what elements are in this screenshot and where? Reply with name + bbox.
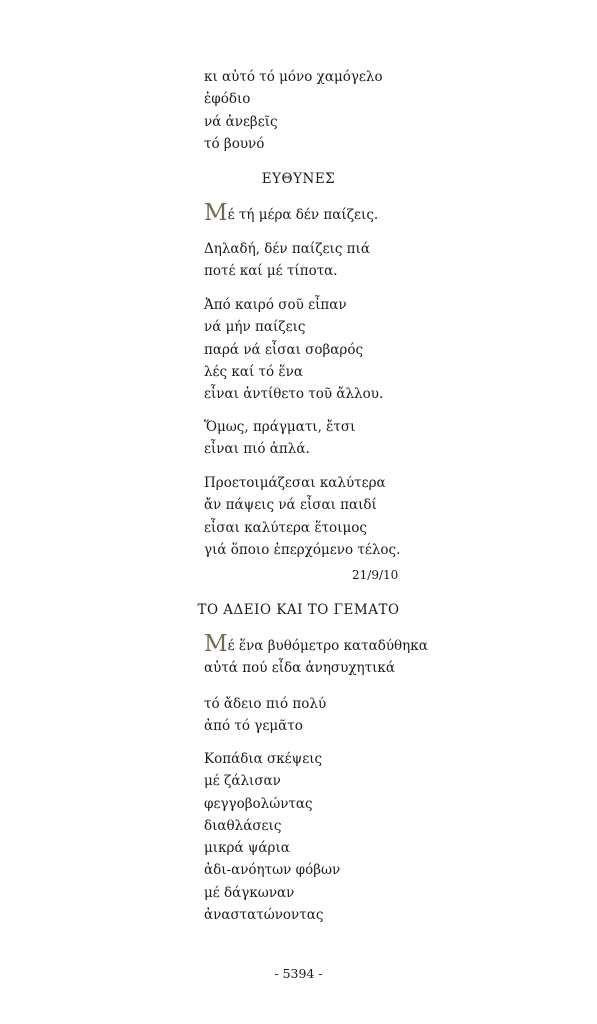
verse-line: διαθλάσεις [204,817,282,834]
stanza [204,472,504,561]
verse-line: Δηλαδή, δέν παίζεις πιά [204,241,370,257]
drop-cap: Μ [204,631,228,657]
verse-line: τό ἄδειο πιό πολύ [204,696,327,712]
poem-title: ΕΥΘΥΝΕΣ [261,171,336,187]
verse-line: παρά νά εἶσαι σοβαρός [204,341,364,358]
verse-line: γιά ὅποιο ἐπερχόμενο τέλος. [204,541,401,558]
verse-line: Προετοιμάζεσαι καλύτερα [204,475,386,491]
verse-line: Κοπάδια σκέψεις [204,751,323,767]
verse-line: κι αὐτό τό μόνο χαμόγελο [204,69,383,85]
verse-line: λές καί τό ἕνα [204,363,303,380]
verse-line: εἶναι ἀντίθετο τοῦ ἄλλου. [204,386,384,403]
stanza [204,693,504,738]
verse-line: ποτέ καί μέ τίποτα. [204,263,338,280]
page-number: - 5394 - [274,966,323,981]
verse-line: μικρά ψάρια [204,840,290,857]
poem-title: ΤΟ ΑΔΕΙΟ ΚΑΙ ΤΟ ΓΕΜΑΤΟ [197,602,400,618]
verse-line: Ὅμως, πράγματι, ἔτσι [204,419,356,435]
stanza [204,238,504,283]
verse-line: μέ ζάλισαν [204,773,281,790]
verse-line: ἐφόδιο [204,91,251,108]
verse-line: ἄν πάψεις νά εἶσαι παιδί [204,497,377,514]
verse-line: ἀναστατώνοντας [204,907,324,924]
verse-line: έ ἕνα βυθόμετρο καταδύθηκα [227,638,428,654]
verse-line: έ τή μέρα δέν παίζεις. [227,207,379,223]
verse-line: αὐτά πού εἶδα ἀνησυχητικά [204,660,395,677]
verse-line: ἀπό τό γεμᾶτο [204,718,303,735]
stanza [204,631,504,680]
poem1-first-line [204,200,504,226]
verse-line: τό βουνό [204,135,265,152]
verse-line: νά ἀνεβεῖς [204,113,278,130]
intro-stanza [204,66,504,155]
verse-line: νά μήν παίζεις [204,319,306,336]
verse-line: εἶσαι καλύτερα ἕτοιμος [204,519,367,536]
verse-line: εἶναι πιό ἁπλά. [204,441,310,458]
verse-line: μέ δάγκωναν [204,884,295,901]
verse-line: Ἀπό καιρό σοῦ εἶπαν [204,297,347,313]
stanza [204,748,504,926]
verse-line: φεγγοβολώντας [204,795,313,812]
stanza [204,294,504,405]
verse-line: ἀδι-ανόητων φόβων [204,862,341,879]
drop-cap: Μ [204,200,228,226]
stanza [204,416,504,461]
poem-date: 21/9/10 [352,568,399,582]
